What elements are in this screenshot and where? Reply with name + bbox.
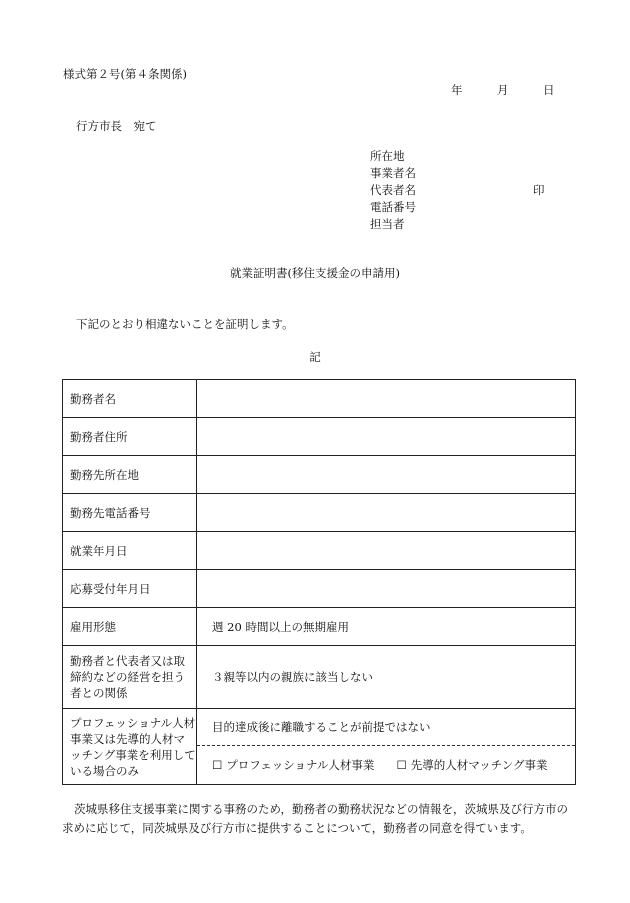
seal-mark: 印	[533, 183, 545, 197]
worker-address-field[interactable]	[197, 418, 576, 456]
address-label: 所在地	[370, 149, 405, 163]
prof-option-1-label: プロフェッショナル人材事業	[226, 758, 375, 772]
document-title: 就業証明書(移住支援金の申請用)	[230, 266, 400, 280]
employment-date-field[interactable]	[197, 532, 576, 570]
ki-heading: 記	[309, 350, 321, 364]
application-date-label: 応募受付年月日	[63, 570, 197, 608]
employment-table	[62, 379, 576, 785]
relation-value: ３親等以内の親族に該当しない	[197, 646, 576, 709]
relation-label: 勤務者と代表者又は取締約などの経営を担う者との関係	[63, 646, 197, 709]
workplace-phone-field[interactable]	[197, 494, 576, 532]
date-year-label: 年	[451, 83, 463, 97]
table-row	[63, 532, 576, 570]
table-row	[63, 709, 576, 785]
table-row	[63, 380, 576, 418]
workplace-address-label: 勤務先所在地	[63, 456, 197, 494]
prof-option-2-label: 先導的人材マッチング事業	[410, 758, 548, 772]
table-row	[63, 494, 576, 532]
applicant-block	[370, 148, 570, 233]
prof-value-top: 目的達成後に離職することが前提ではない	[197, 709, 575, 746]
prof-options	[197, 746, 575, 784]
form-number: 様式第２号(第４条関係)	[63, 67, 187, 81]
worker-name-field[interactable]	[197, 380, 576, 418]
prof-label: プロフェッショナル人材事業又は先導的人材マッチング事業を利用している場合のみ	[63, 709, 197, 785]
addressee: 行方市長 宛て	[76, 119, 157, 133]
employment-type-value: 週 20 時間以上の無期雇用	[197, 608, 576, 646]
checkbox-leading-matching[interactable]: ☐	[396, 758, 407, 772]
employment-date-label: 就業年月日	[63, 532, 197, 570]
phone-label: 電話番号	[370, 200, 416, 214]
consent-body: 茨城県移住支援事業に関する事務のため，勤務者の勤務状況などの情報を，茨城県及び行方市の求めに応じて，同茨城県及び行方市に提供することについて，勤務者の同意を得ています。	[62, 802, 569, 835]
certification-statement: 下記のとおり相違ないことを証明します。	[76, 317, 294, 331]
worker-name-label: 勤務者名	[63, 380, 197, 418]
employment-type-label: 雇用形態	[63, 608, 197, 646]
workplace-phone-label: 勤務先電話番号	[63, 494, 197, 532]
contact-label: 担当者	[370, 217, 405, 231]
table-row	[63, 608, 576, 646]
workplace-address-field[interactable]	[197, 456, 576, 494]
representative-row	[370, 182, 570, 199]
date-day-label: 日	[543, 83, 555, 97]
checkbox-prof-talent[interactable]: ☐	[212, 758, 223, 772]
consent-text	[62, 800, 578, 838]
worker-address-label: 勤務者住所	[63, 418, 197, 456]
table-row	[63, 418, 576, 456]
representative-label: 代表者名	[370, 183, 416, 197]
application-date-field[interactable]	[197, 570, 576, 608]
table-row	[63, 456, 576, 494]
prof-value-cell	[197, 709, 576, 785]
business-name-label: 事業者名	[370, 166, 416, 180]
table-row	[63, 570, 576, 608]
date-month-label: 月	[497, 83, 509, 97]
table-row	[63, 646, 576, 709]
